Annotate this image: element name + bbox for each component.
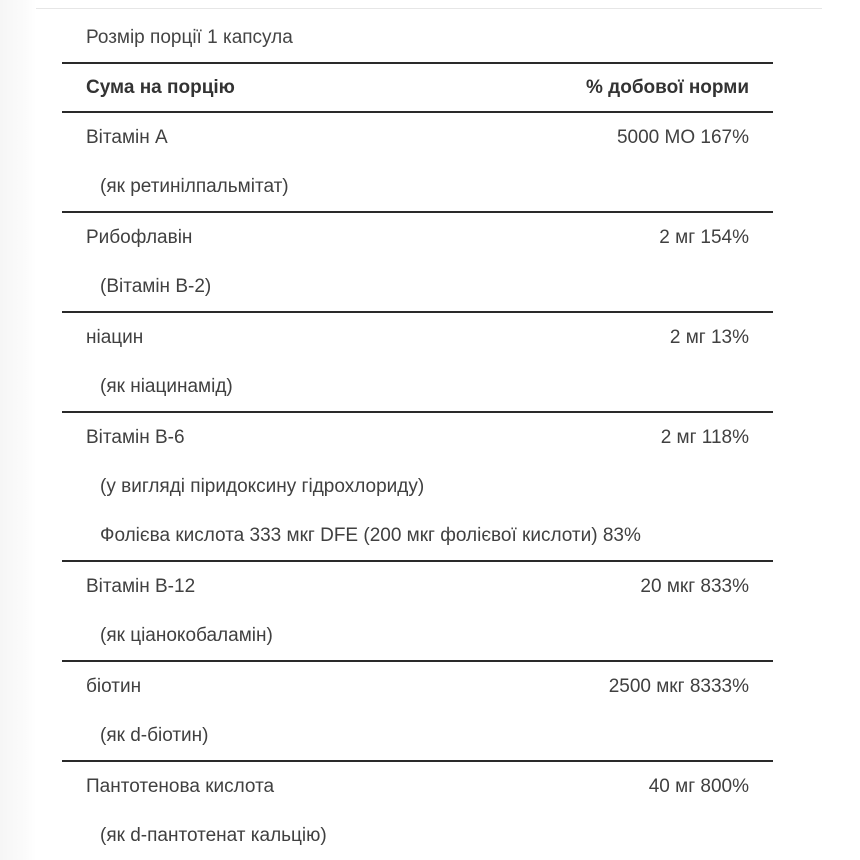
nutrient-note: (у вигляді піридоксину гідрохлориду) (100, 475, 425, 497)
top-divider (36, 8, 822, 9)
nutrient-value: 2500 мкг 8333% (608, 675, 749, 697)
nutrient-name: ніацин (86, 326, 144, 348)
nutrient-name: Вітамін В-6 (86, 426, 185, 448)
page-left-shade (0, 0, 36, 860)
nutrient-note: (як ціанокобаламін) (100, 624, 273, 646)
nutrient-value: 2 мг 13% (669, 326, 749, 348)
nutrient-row-niacin (62, 313, 773, 413)
nutrient-name: Рибофлавін (86, 226, 193, 248)
nutrient-note: (Вітамін В-2) (100, 275, 212, 297)
nutrient-note: (як ретинілпальмітат) (100, 175, 289, 197)
nutrient-row-vitamin-b6 (62, 413, 773, 562)
nutrient-name: біотин (86, 675, 142, 697)
nutrient-value: 2 мг 118% (660, 426, 749, 448)
nutrient-row-biotin (62, 662, 773, 762)
folic-acid-line: Фолієва кислота 333 мкг DFE (200 мкг фолієвої кислоти) 83% (100, 524, 641, 546)
nutrient-name: Вітамін В-12 (86, 575, 196, 597)
nutrient-row-vitamin-b12 (62, 562, 773, 662)
table-header (62, 62, 773, 113)
daily-value-header: % добової норми (585, 76, 749, 98)
nutrient-value: 40 мг 800% (648, 775, 749, 797)
amount-per-serving-header: Сума на порцію (86, 76, 235, 98)
supplement-facts-table (62, 14, 773, 860)
nutrient-row-pantothenic-acid (62, 762, 773, 860)
nutrient-name: Пантотенова кислота (86, 775, 275, 797)
nutrient-note: (як ніацинамід) (100, 375, 233, 397)
nutrient-value: 20 мкг 833% (640, 575, 749, 597)
nutrient-value: 5000 МО 167% (616, 126, 749, 148)
nutrient-row-riboflavin (62, 213, 773, 313)
nutrient-row-vitamin-a (62, 113, 773, 213)
nutrient-value: 2 мг 154% (659, 226, 749, 248)
nutrient-note: (як d-біотин) (100, 724, 209, 746)
serving-size: Розмір порції 1 капсула (86, 27, 293, 48)
nutrient-name: Вітамін А (86, 126, 168, 148)
nutrient-note: (як d-пантотенат кальцію) (100, 824, 327, 846)
